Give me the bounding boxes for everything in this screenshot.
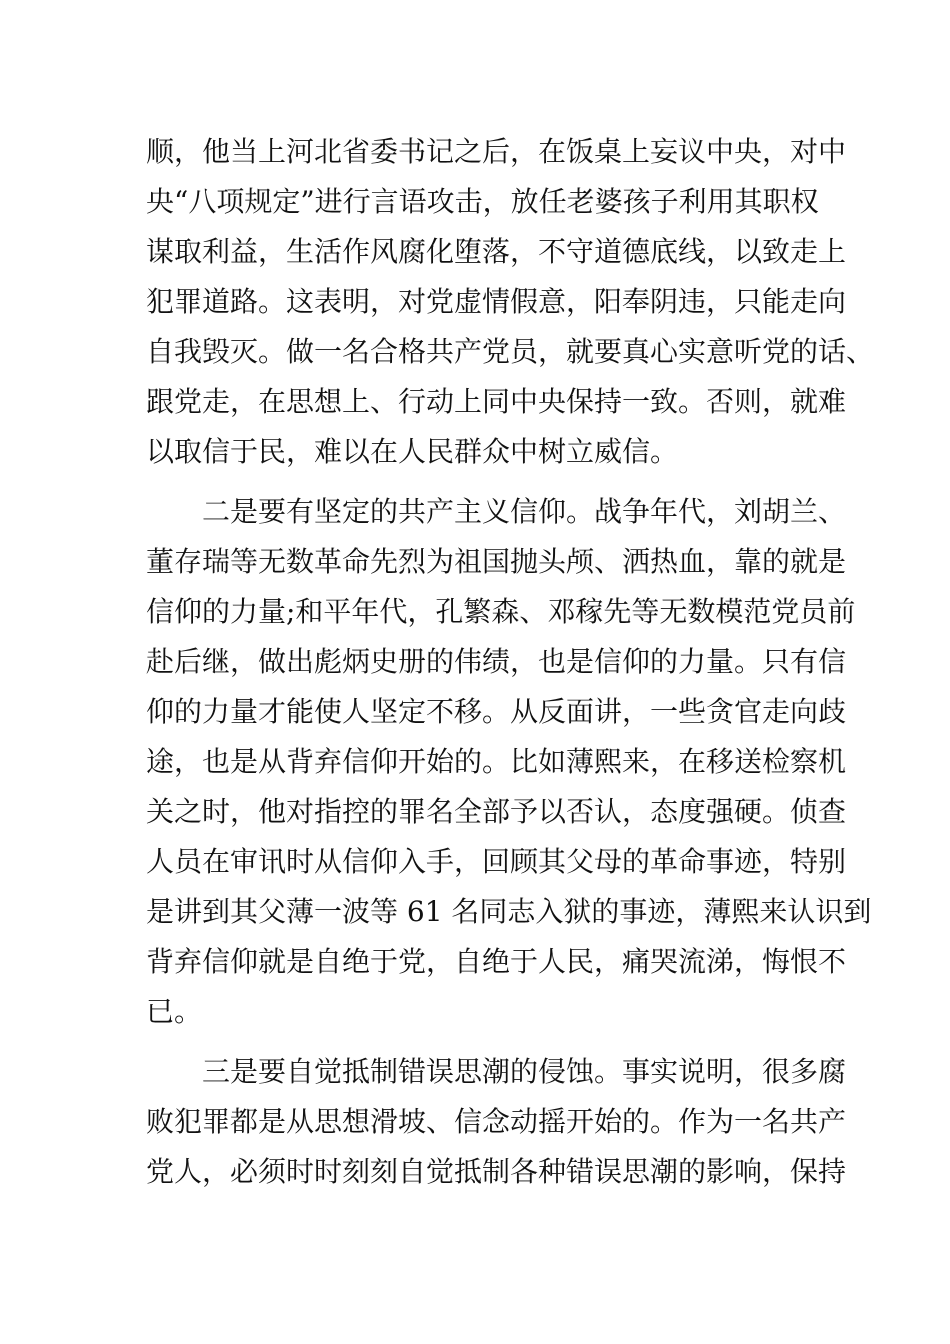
paragraph-2-line-6: 途，也是从背弃信仰开始的。比如薄熙来，在移送检察机 — [146, 745, 847, 778]
paragraph-2-line-3: 信仰的力量;和平年代，孔繁森、邓稼先等无数模范党员前 — [146, 595, 856, 628]
paragraph-2-line-11: 已。 — [146, 995, 203, 1028]
paragraph-2-line-7: 关之时，他对指控的罪名全部予以否认，态度强硬。侦查 — [146, 795, 847, 828]
paragraph-2-line-8: 人员在审讯时从信仰入手，回顾其父母的革命事迹，特别 — [146, 845, 847, 878]
paragraph-2-line-1: 二是要有坚定的共产主义信仰。战争年代，刘胡兰、 — [202, 495, 847, 528]
paragraph-1-line-1: 顺，他当上河北省委书记之后，在饭桌上妄议中央，对中 — [146, 135, 847, 168]
paragraph-1-line-4: 犯罪道路。这表明，对党虚情假意，阳奉阴违，只能走向 — [146, 285, 847, 318]
paragraph-2-line-2: 董存瑞等无数革命先烈为祖国抛头颅、洒热血，靠的就是 — [146, 545, 847, 578]
paragraph-2-line-9: 是讲到其父薄一波等 61 名同志入狱的事迹，薄熙来认识到 — [146, 895, 872, 928]
paragraph-1-line-7: 以取信于民，难以在人民群众中树立威信。 — [146, 435, 679, 468]
paragraph-1-line-2: 央“八项规定”进行言语攻击，放任老婆孩子利用其职权 — [146, 185, 819, 218]
paragraph-1-line-6: 跟党走，在思想上、行动上同中央保持一致。否则，就难 — [146, 385, 847, 418]
paragraph-3-line-3: 党人，必须时时刻刻自觉抵制各种错误思潮的影响，保持 — [146, 1155, 847, 1188]
paragraph-2-line-5: 仰的力量才能使人坚定不移。从反面讲，一些贪官走向歧 — [146, 695, 847, 728]
paragraph-3-line-1: 三是要自觉抵制错误思潮的侵蚀。事实说明，很多腐 — [202, 1055, 847, 1088]
paragraph-3-line-2: 败犯罪都是从思想滑坡、信念动摇开始的。作为一名共产 — [146, 1105, 847, 1138]
paragraph-2-line-10: 背弃信仰就是自绝于党，自绝于人民，痛哭流涕，悔恨不 — [146, 945, 847, 978]
paragraph-1-line-5: 自我毁灭。做一名合格共产党员，就要真心实意听党的话、 — [146, 335, 875, 368]
paragraph-1-line-3: 谋取利益，生活作风腐化堕落，不守道德底线，以致走上 — [146, 235, 847, 268]
paragraph-2-line-4: 赴后继，做出彪炳史册的伟绩，也是信仰的力量。只有信 — [146, 645, 847, 678]
